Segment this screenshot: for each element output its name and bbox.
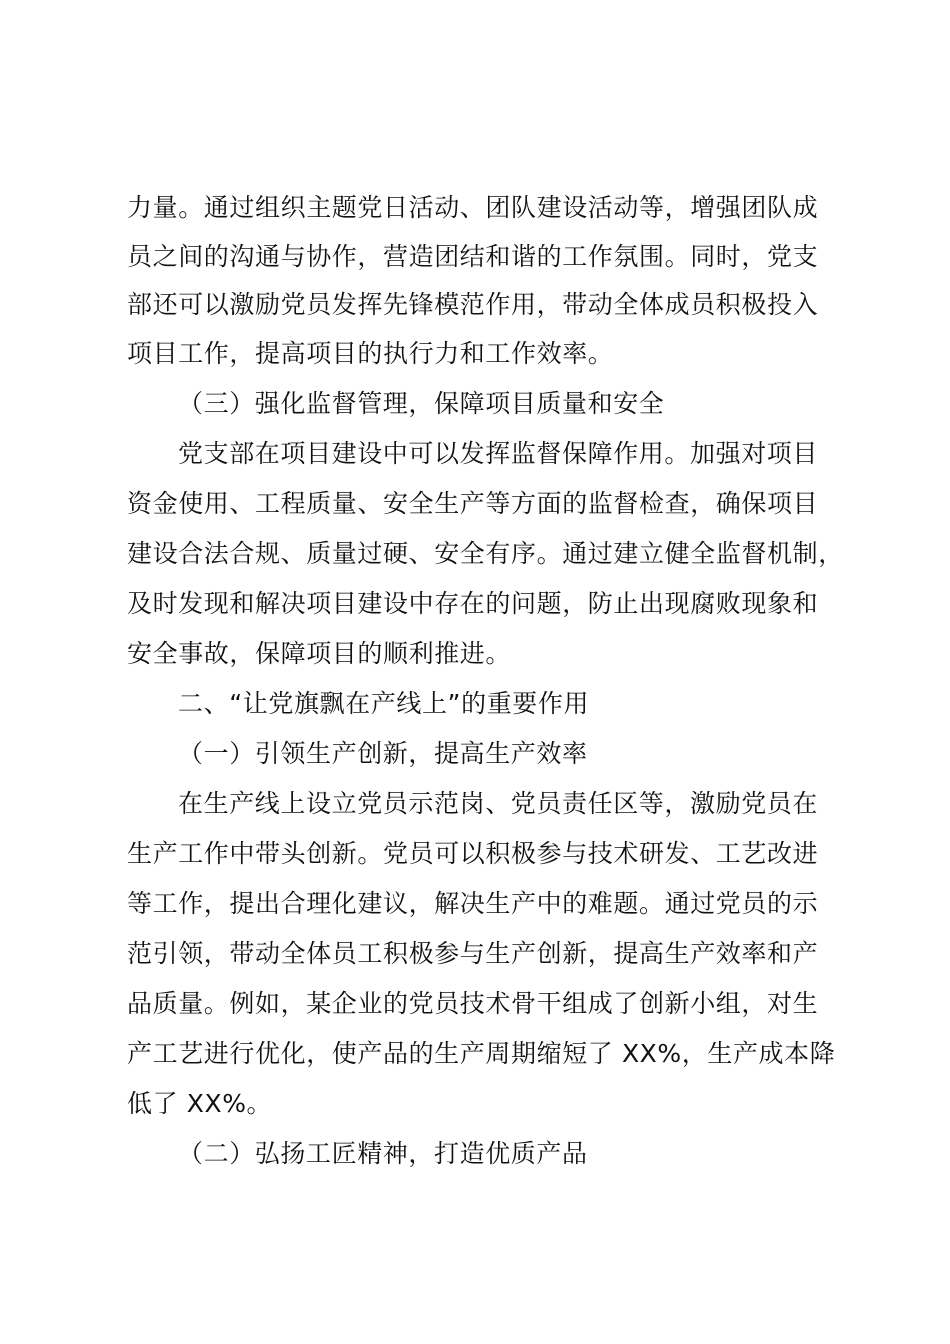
- body-text-line: 力量。通过组织主题党日活动、团队建设活动等，增强团队成: [127, 193, 819, 222]
- body-text-line: 项目工作，提高项目的执行力和工作效率。: [127, 339, 614, 368]
- section-heading: （二）弘扬工匠精神，打造优质产品: [178, 1139, 588, 1168]
- body-text-line: 生产工作中带头创新。党员可以积极参与技术研发、工艺改进: [127, 839, 819, 868]
- body-text-line: 品质量。例如，某企业的党员技术骨干组成了创新小组，对生: [127, 989, 819, 1018]
- body-text-line: 等工作，提出合理化建议，解决生产中的难题。通过党员的示: [127, 889, 819, 918]
- body-text-line: 及时发现和解决项目建设中存在的问题，防止出现腐败现象和: [127, 589, 819, 618]
- section-heading: （一）引领生产创新，提高生产效率: [178, 739, 588, 768]
- body-text-line: 员之间的沟通与协作，营造团结和谐的工作氛围。同时，党支: [127, 242, 819, 271]
- section-heading: （三）强化监督管理，保障项目质量和安全: [178, 389, 665, 418]
- body-text-line: 部还可以激励党员发挥先锋模范作用，带动全体成员积极投入: [127, 290, 819, 319]
- body-text-line: 范引领，带动全体员工积极参与生产创新，提高生产效率和产: [127, 939, 819, 968]
- chapter-heading: 二、“让党旗飘在产线上”的重要作用: [178, 689, 590, 718]
- body-text-line: 低了 XX%。: [127, 1089, 273, 1118]
- body-text-line: 党支部在项目建设中可以发挥监督保障作用。加强对项目: [178, 439, 819, 468]
- body-text-line: 在生产线上设立党员示范岗、党员责任区等，激励党员在: [178, 789, 819, 818]
- body-text-line: 资金使用、工程质量、安全生产等方面的监督检查，确保项目: [127, 489, 819, 518]
- body-text-line: 安全事故，保障项目的顺利推进。: [127, 639, 512, 668]
- body-text-line: 产工艺进行优化，使产品的生产周期缩短了 XX%，生产成本降: [127, 1039, 836, 1068]
- body-text-line: 建设合法合规、质量过硬、安全有序。通过建立健全监督机制，: [127, 539, 844, 568]
